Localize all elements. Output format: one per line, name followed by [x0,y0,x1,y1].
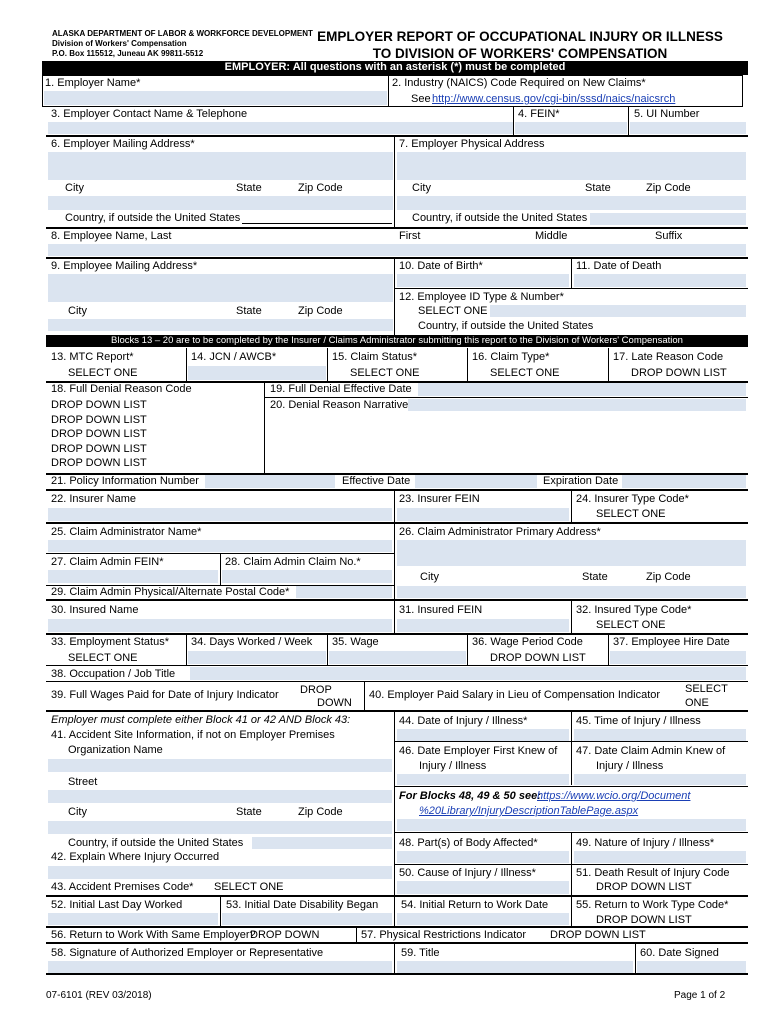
expiration-date-input[interactable] [622,475,746,488]
block-42-input[interactable] [48,866,392,879]
block-28-label: 28. Claim Admin Claim No.* [225,556,361,568]
block-8-label: 8. Employee Name, Last [51,230,172,242]
block-8-first-label: First [399,230,421,242]
block-46-label-line2: Injury / Illness [419,760,487,772]
block-45-label: 45. Time of Injury / Illness [576,715,701,727]
block-27-input[interactable] [48,570,218,583]
form-title [300,28,740,62]
block-26-label: 26. Claim Administrator Primary Address* [399,526,601,538]
block-18-option[interactable]: DROP DOWN LIST [51,413,147,426]
block-58-label: 58. Signature of Authorized Employer or Representative [51,947,324,959]
block-5-label: 5. UI Number [634,108,700,120]
block-12-label: 12. Employee ID Type & Number* [399,291,564,303]
block-26-address-input[interactable] [397,540,746,566]
block-30-label: 30. Insured Name [51,604,139,616]
block-47-label-line2: Injury / Illness [596,760,664,772]
block-40-select-line2[interactable]: ONE [685,697,709,709]
block-7-zip-label: Zip Code [646,182,691,194]
block-47-label: 47. Date Claim Admin Knew of [576,745,726,757]
agency-address: P.O. Box 115512, Juneau AK 99811-5512 [52,49,204,58]
block-39-select-line2[interactable]: DOWN [317,697,352,709]
block-7-city-label: City [412,182,431,194]
block-19-label: 19. Full Denial Effective Date [270,383,412,395]
block-40-select-line1[interactable]: SELECT [685,683,728,695]
block-55-label: 55. Return to Work Type Code* [576,899,729,911]
block-44-label: 44. Date of Injury / Illness* [399,715,528,727]
form-title-line1: EMPLOYER REPORT OF OCCUPATIONAL INJURY OR ILLNESS [317,29,723,44]
block-20-label: 20. Denial Reason Narrative [270,399,409,411]
block-32-label: 32. Insured Type Code* [576,604,692,616]
block-59-label: 59. Title [401,947,440,959]
form-title-line2: TO DIVISION OF WORKERS' COMPENSATION [372,46,668,61]
block-41-org-input[interactable] [48,759,392,772]
block-7-state-label: State [585,182,611,194]
agency-division: Division of Workers' Compensation [52,39,187,48]
block-19-input[interactable] [418,383,746,396]
block-57-label: 57. Physical Restrictions Indicator [361,929,527,941]
block-31-input[interactable] [397,619,569,632]
block-1-label: 1. Employer Name* [45,77,141,89]
block-33-select[interactable]: SELECT ONE [68,652,138,664]
block-25-input[interactable] [48,540,392,552]
block-11-input[interactable] [574,274,746,287]
block-56-label: 56. Return to Work With Same Employer? [51,929,256,941]
block-41-state-label: State [236,806,262,818]
block-1-input[interactable] [44,91,387,105]
block-56-select[interactable]: DROP DOWN [250,929,320,941]
block-21-input[interactable] [205,475,335,488]
block-41-org-label: Organization Name [68,744,163,756]
block-51-select[interactable]: DROP DOWN LIST [596,881,692,893]
wcio-spacer [397,819,746,831]
block-41-street-label: Street [68,776,98,788]
block-9-state-label: State [236,305,262,317]
block-35-input[interactable] [329,651,466,664]
block-7-country-input[interactable] [590,213,746,225]
block-43-select[interactable]: SELECT ONE [214,881,284,893]
form-number: 07-6101 (REV 03/2018) [46,990,152,1001]
block-33-label: 33. Employment Status* [51,636,170,648]
block-6-country-label: Country, if outside the United States [65,212,241,224]
block-6-label: 6. Employer Mailing Address* [51,138,195,150]
block-18-label: 18. Full Denial Reason Code [51,383,192,395]
block-7-city-input[interactable] [397,196,746,210]
block-41-city-label: City [68,806,87,818]
block-12-country-label: Country, if outside the United States [418,320,594,332]
block-38-input[interactable] [190,667,746,680]
naics-see: See [411,93,431,105]
block-14-label: 14. JCN / AWCB* [191,351,277,363]
wcio-link-line1[interactable]: https://www.wcio.org/Document [537,790,691,802]
block-23-label: 23. Insurer FEIN [399,493,480,505]
block-28-input[interactable] [222,570,392,583]
block-54-label: 54. Initial Return to Work Date [401,899,549,911]
block-8-suffix-label: Suffix [655,230,683,242]
block-36-label: 36. Wage Period Code [472,636,583,648]
block-7-label: 7. Employer Physical Address [399,138,545,150]
block-54-input[interactable] [397,913,569,925]
block-9-city-label: City [68,305,87,317]
block-7-country-label: Country, if outside the United States [412,212,588,224]
block-15-label: 15. Claim Status* [332,351,417,363]
block-13-select[interactable]: SELECT ONE [68,367,138,379]
block-18-options[interactable] [51,398,147,471]
agency-name: ALASKA DEPARTMENT OF LABOR & WORKFORCE DEVELOPMENT [52,29,313,38]
block-51-label: 51. Death Result of Injury Code [576,867,730,879]
block-17-label: 17. Late Reason Code [613,351,724,363]
block-50-label: 50. Cause of Injury / Illness* [399,867,536,879]
block-6-state-label: State [236,182,262,194]
block-12-input[interactable] [490,305,746,317]
block-24-label: 24. Insurer Type Code* [576,493,689,505]
block-42-label: 42. Explain Where Injury Occurred [51,851,220,863]
block-60-label: 60. Date Signed [640,947,719,959]
block-22-label: 22. Insurer Name [51,493,136,505]
block-49-label: 49. Nature of Injury / Illness* [576,837,715,849]
block-6-address-input[interactable] [48,152,393,180]
block-53-input[interactable] [222,913,392,925]
block-40-label: 40. Employer Paid Salary in Lieu of Compensation Indicator [369,689,661,701]
block-50-input[interactable] [397,881,569,894]
block-32-select[interactable]: SELECT ONE [596,619,666,631]
agency-header [52,29,313,59]
block-49-input[interactable] [574,851,746,863]
block-31-label: 31. Insured FEIN [399,604,483,616]
block-47-input[interactable] [574,774,746,785]
block-44-input[interactable] [397,729,569,741]
block-8-input[interactable] [48,244,746,256]
block-10-label: 10. Date of Birth* [399,260,483,272]
block-29-input[interactable] [296,586,392,598]
block-18-option[interactable]: DROP DOWN LIST [51,457,147,470]
effective-date-label: Effective Date [342,475,411,487]
block-55-select[interactable]: DROP DOWN LIST [596,914,692,926]
block-15-select[interactable]: SELECT ONE [350,367,420,379]
block-3-input[interactable] [48,122,513,134]
block-7-address-input[interactable] [397,152,746,180]
block-48-label: 48. Part(s) of Body Affected* [399,837,538,849]
block-34-input[interactable] [188,651,326,664]
block-43-label: 43. Accident Premises Code* [51,881,194,893]
wcio-note: For Blocks 48, 49 & 50 see: [399,790,541,802]
block-24-select[interactable]: SELECT ONE [596,508,666,520]
block-30-input[interactable] [48,619,392,632]
block-27-label: 27. Claim Admin FEIN* [51,556,164,568]
block-14-input[interactable] [188,366,326,380]
block-60-input[interactable] [637,961,746,973]
block-6-city-label: City [65,182,84,194]
block-41-country-input[interactable] [252,837,392,849]
expiration-date-label: Expiration Date [543,475,619,487]
block-29-label: 29. Claim Admin Physical/Alternate Postal Code* [51,586,290,598]
block-9-address-input[interactable] [48,274,393,302]
block-25-label: 25. Claim Administrator Name* [51,526,202,538]
block-41-label: 41. Accident Site Information, if not on Employer Premises [51,729,335,741]
block-2-label: 2. Industry (NAICS) Code Required on New Claims* [392,77,646,89]
block-41-country-label: Country, if outside the United States [68,837,244,849]
block-26-state-label: State [582,571,608,583]
block-46-input[interactable] [397,774,569,785]
block-6-zip-label: Zip Code [298,182,343,194]
block-57-select[interactable]: DROP DOWN LIST [550,929,646,941]
naics-link[interactable]: http://www.census.gov/cgi-bin/sssd/naics/naicsrch [432,93,676,105]
block-41-city-input[interactable] [48,821,392,834]
block-52-input[interactable] [48,913,218,925]
block-26-zip-label: Zip Code [646,571,691,583]
block-4-input[interactable] [515,122,627,134]
block-11-label: 11. Date of Death [576,260,662,272]
block-6-city-input[interactable] [48,196,393,210]
block-18-option[interactable]: DROP DOWN LIST [51,428,147,441]
block-26-city-input[interactable] [397,586,746,598]
block-37-input[interactable] [610,651,746,664]
block-39-label: 39. Full Wages Paid for Date of Injury Indicator [51,689,279,701]
block-5-input[interactable] [630,122,746,134]
block-18-option[interactable]: DROP DOWN LIST [51,399,147,411]
block-9-label: 9. Employee Mailing Address* [51,260,198,272]
insurer-banner-text: Blocks 13 – 20 are to be completed by the Insurer / Claims Administrator submitting this report to the Division of Workers' Compensation [111,335,683,346]
block-23-input[interactable] [397,508,569,521]
block-10-input[interactable] [397,274,569,287]
either-block-note: Employer must complete either Block 41 or 42 AND Block 43: [51,714,351,726]
block-59-input[interactable] [397,961,633,973]
block-3-label: 3. Employer Contact Name & Telephone [51,108,248,120]
block-34-label: 34. Days Worked / Week [191,636,313,648]
block-37-label: 37. Employee Hire Date [613,636,730,648]
block-18-option[interactable]: DROP DOWN LIST [51,442,147,455]
block-53-label: 53. Initial Date Disability Began [226,899,379,911]
block-46-label: 46. Date Employer First Knew of [399,745,558,757]
page-number: Page 1 of 2 [674,990,726,1001]
block-39-select-line1[interactable]: DROP [300,684,332,696]
block-52-label: 52. Initial Last Day Worked [51,899,183,911]
block-26-city-label: City [420,571,439,583]
block-16-label: 16. Claim Type* [472,351,550,363]
block-35-label: 35. Wage [332,636,379,648]
block-38-label: 38. Occupation / Job Title [51,668,176,680]
block-21-label: 21. Policy Information Number [51,475,199,487]
block-4-label: 4. FEIN* [518,108,560,120]
block-8-middle-label: Middle [535,230,568,242]
employer-banner-text: EMPLOYER: All questions with an asterisk (*) must be completed [224,61,566,73]
block-41-street-input[interactable] [48,790,392,803]
block-22-input[interactable] [48,508,392,521]
block-13-label: 13. MTC Report* [51,351,134,363]
block-17-select[interactable]: DROP DOWN LIST [631,367,727,379]
block-36-select[interactable]: DROP DOWN LIST [490,652,586,664]
block-12-select[interactable]: SELECT ONE [418,305,488,317]
block-58-input[interactable] [48,961,392,973]
effective-date-input[interactable] [415,475,537,488]
block-45-input[interactable] [574,729,746,741]
block-48-input[interactable] [397,851,569,863]
wcio-link-line2[interactable]: %20Library/InjuryDescriptionTablePage.aspx [419,805,639,817]
block-20-input[interactable] [408,399,746,411]
block-9-city-input[interactable] [48,319,393,331]
block-41-zip-label: Zip Code [298,806,343,818]
block-9-zip-label: Zip Code [298,305,343,317]
block-16-select[interactable]: SELECT ONE [490,367,560,379]
